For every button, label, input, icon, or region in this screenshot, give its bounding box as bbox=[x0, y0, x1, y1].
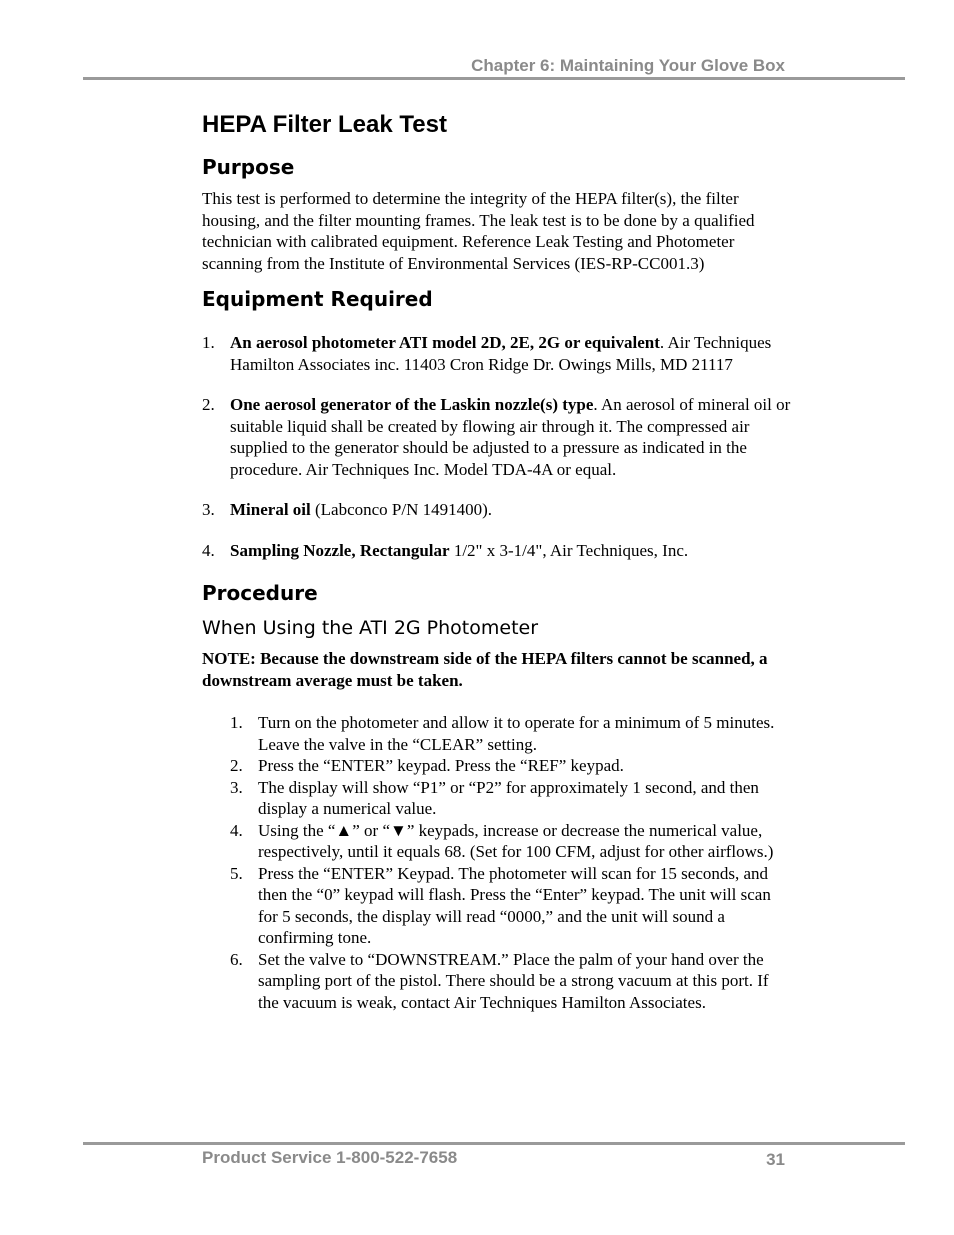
equipment-item-name: Sampling Nozzle, Rectangular bbox=[230, 540, 450, 560]
procedure-step bbox=[230, 777, 792, 820]
equipment-item bbox=[202, 332, 792, 375]
step-text: Press the “ENTER” keypad. Press the “REF” keypad. bbox=[258, 756, 624, 775]
equipment-item-number: 3. bbox=[202, 500, 215, 519]
procedure-step bbox=[230, 949, 792, 1014]
equipment-item-name: An aerosol photometer ATI model 2D, 2E, 2G or equivalent bbox=[230, 333, 660, 352]
equipment-item bbox=[202, 394, 792, 480]
step-text: Using the “▲” or “▼” keypads, increase or decrease the numerical value, respectively, until it equals 68. (Set for 100 CFM, adjust for other airflows.) bbox=[258, 820, 774, 861]
procedure-note: NOTE: Because the downstream side of the HEPA filters cannot be scanned, a downstream average must be taken. bbox=[202, 649, 768, 690]
procedure-step bbox=[230, 755, 792, 777]
step-text: Set the valve to “DOWNSTREAM.” Place the palm of your hand over the sampling port of the pistol. There should be a strong vacuum at this port. If the vacuum is weak, contact Air Techniques Hamilton Associates. bbox=[258, 949, 769, 1012]
equipment-item-number: 1. bbox=[202, 333, 215, 352]
step-number: 6. bbox=[230, 949, 243, 969]
equipment-item-number: 2. bbox=[202, 395, 215, 414]
procedure-step bbox=[230, 712, 792, 755]
step-number: 1. bbox=[230, 713, 243, 732]
equipment-heading: Equipment Required bbox=[202, 287, 433, 311]
page-content bbox=[202, 110, 792, 1013]
procedure-subheading: When Using the ATI 2G Photometer bbox=[202, 617, 539, 639]
procedure-step bbox=[230, 863, 792, 949]
equipment-list bbox=[202, 332, 792, 561]
footer-service-phone: Product Service 1-800-522-7658 bbox=[202, 1148, 458, 1167]
equipment-item bbox=[202, 540, 792, 562]
step-text: Press the “ENTER” Keypad. The photometer will scan for 15 seconds, and then the “0” keypad will flash. Press the “Enter” keypad. The unit will scan for 5 seconds, the display will read “0000,” and the unit will sound a confirming tone. bbox=[258, 863, 771, 947]
equipment-item-number: 4. bbox=[202, 540, 215, 560]
step-number: 2. bbox=[230, 756, 243, 775]
step-number: 3. bbox=[230, 777, 243, 797]
equipment-item-name: Mineral oil bbox=[230, 500, 311, 519]
step-text: The display will show “P1” or “P2” for approximately 1 second, and then display a numerical value. bbox=[258, 777, 759, 818]
page-title: HEPA Filter Leak Test bbox=[202, 111, 447, 138]
footer-rule bbox=[83, 1142, 905, 1145]
equipment-item-detail: . Air Techniques Hamilton Associates inc. 11403 Cron Ridge Dr. Owings Mills, MD 21117 bbox=[230, 333, 772, 374]
equipment-item bbox=[202, 499, 792, 521]
purpose-heading: Purpose bbox=[202, 155, 295, 179]
equipment-item-name: One aerosol generator of the Laskin nozzle(s) type bbox=[230, 395, 594, 414]
step-text: Turn on the photometer and allow it to operate for a minimum of 5 minutes. Leave the valve in the “CLEAR” setting. bbox=[258, 713, 775, 754]
equipment-item-detail: . An aerosol of mineral oil or suitable liquid shall be created by flowing air through it. The compressed air supplied to the generator should be adjusted to a pressure as indicated in the procedure. Air Techniques Inc. Model TDA-4A or equal. bbox=[230, 395, 791, 479]
procedure-step bbox=[230, 820, 792, 863]
step-number: 4. bbox=[230, 820, 243, 840]
procedure-heading: Procedure bbox=[202, 581, 318, 605]
running-header: Chapter 6: Maintaining Your Glove Box bbox=[471, 56, 785, 75]
equipment-item-detail: 1/2" x 3-1/4", Air Techniques, Inc. bbox=[449, 540, 689, 560]
header-rule bbox=[83, 77, 905, 80]
purpose-paragraph: This test is performed to determine the integrity of the HEPA filter(s), the filter housing, and the filter mounting frames. The leak test is to be done by a qualified technician with calibrated equipment. Reference Leak Testing and Photometer scanning from the Institute of Environmental Services (IES-RP-CC001.3) bbox=[202, 189, 755, 273]
step-number: 5. bbox=[230, 863, 243, 883]
procedure-steps bbox=[230, 712, 792, 1013]
equipment-item-detail: (Labconco P/N 1491400). bbox=[310, 500, 493, 519]
page-number: 31 bbox=[766, 1150, 785, 1169]
